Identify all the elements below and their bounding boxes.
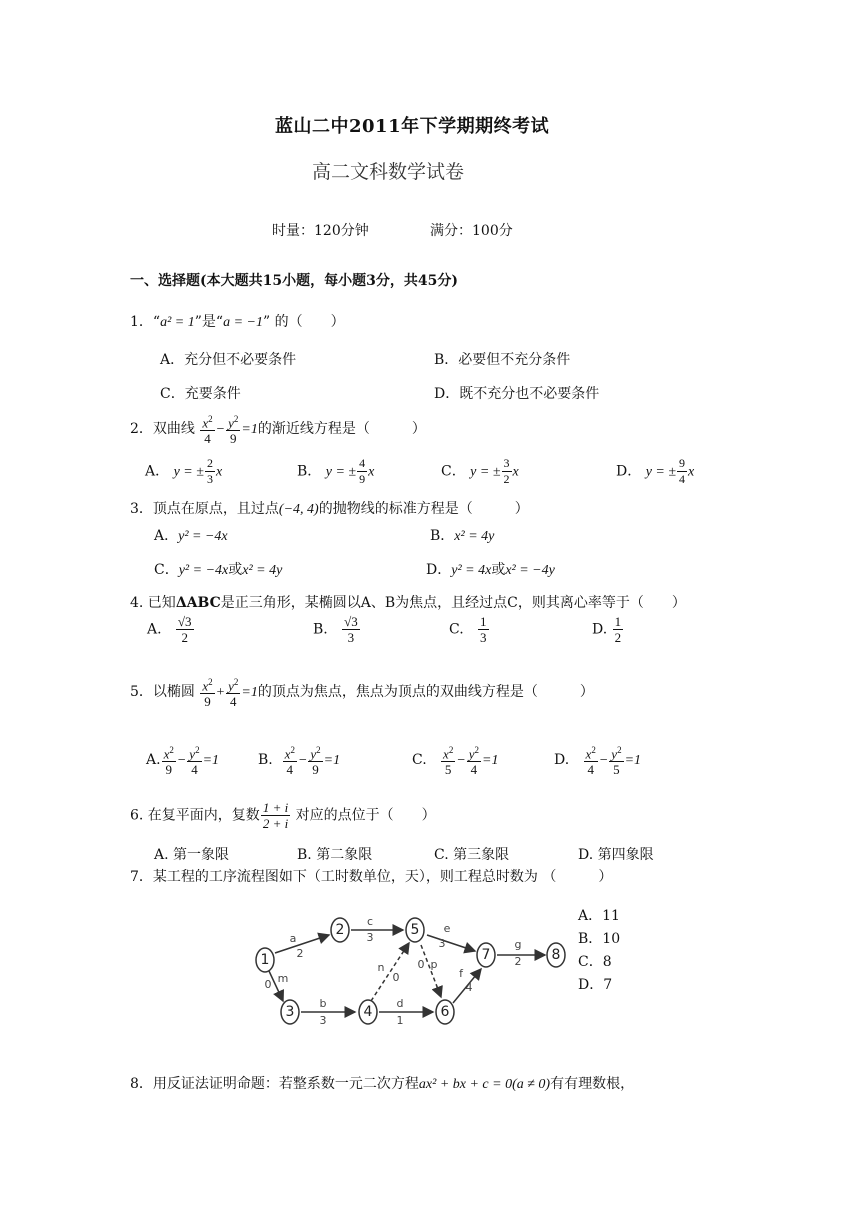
q2-option-b[interactable]: B． y = ± $\frac{4}{9}$ x (297, 456, 375, 486)
q6-prefix: 6. 在复平面内，复数 (130, 807, 260, 824)
q2-option-a[interactable]: A． y = ± $\frac{2}{3}$ x (145, 456, 223, 486)
q2-c-num: 3 (503, 456, 510, 470)
q5-option-c[interactable]: C. $\frac{x^2}{5}$ − $\frac{y^2}{4}$ =1 (412, 745, 499, 778)
q1-cond2: a = −1 (223, 315, 263, 330)
q2-option-c[interactable]: C． y = ± $\frac{3}{2}$ x (441, 456, 519, 486)
q3-c-label: C． (154, 562, 179, 578)
q2-suffix: 的渐近线方程是（ ） (257, 421, 426, 438)
q6-option-c[interactable]: C. 第三象限 (434, 847, 510, 863)
q4-b-label: B. (313, 621, 328, 638)
q1-option-c[interactable]: C．充要条件 (160, 386, 241, 402)
q4-d-num: 1 (614, 614, 622, 629)
question-4-stem (130, 592, 686, 612)
q2-a-num: 2 (206, 456, 213, 470)
q2-hyperbola-term-y: $\frac{y^2}{9}$ (228, 414, 239, 447)
process-flow-diagram (245, 905, 575, 1035)
question-7-stem: 7．某工程的工序流程图如下（工时数单位，天），则工程总时数为 （ ） (130, 869, 613, 885)
q3-suffix: 的抛物线的标准方程是（ ） (318, 501, 529, 517)
question-1-stem (130, 311, 345, 331)
q2-prefix: 2．双曲线 (130, 421, 195, 438)
q7-option-d[interactable]: D．7 (578, 977, 613, 993)
q5-b-denom-y: 9 (312, 762, 319, 778)
q5-a-denom-y: 4 (191, 762, 198, 778)
q2-a-den: 3 (206, 472, 213, 486)
q1-cond1: a² = 1 (160, 315, 195, 330)
q4-a-num: √3 (177, 614, 192, 629)
q1-suffix: ” 的（ ） (262, 314, 345, 330)
q5-ellipse-term-y: $\frac{y^2}{4}$ (228, 677, 239, 710)
q3-a-label: A． (154, 528, 179, 544)
q3-option-d[interactable] (426, 559, 555, 579)
q1-option-d[interactable]: D．既不充分也不必要条件 (434, 386, 600, 402)
edge-d-time: 1 (396, 1014, 404, 1027)
node-3-label: 3 (285, 1004, 295, 1020)
q5-option-a[interactable]: A. $\frac{x^2}{9}$ − $\frac{y^2}{4}$ =1 (146, 745, 220, 778)
q3-c-eq1: y² = −4x (178, 563, 229, 578)
q3-d-eq1: y² = 4x (451, 563, 492, 578)
q5-b-label: B. (258, 752, 273, 769)
q5-option-b[interactable]: B. $\frac{x^2}{4}$ − $\frac{y^2}{9}$ =1 (258, 745, 341, 778)
q5-d-denom-y: 5 (613, 762, 620, 778)
q6-option-a[interactable]: A. 第一象限 (154, 847, 230, 863)
node-8-label: 8 (551, 947, 561, 963)
q1-mid: ”是“ (194, 314, 224, 330)
q3-option-a[interactable] (154, 525, 228, 545)
q2-option-d[interactable]: D． y = ± $\frac{9}{4}$ x (616, 456, 695, 486)
q8-equation: ax² + bx + c = 0(a ≠ 0) (418, 1077, 551, 1092)
q4-triangle: ΔABC (175, 595, 221, 611)
q2-c-label: C． (441, 463, 466, 480)
q4-b-num: √3 (344, 614, 358, 629)
q4-option-b[interactable] (313, 614, 361, 645)
q1-option-b[interactable]: B．必要但不充分条件 (434, 352, 571, 368)
q5-a-denom-x: 9 (165, 762, 172, 778)
score-label: 满分：100分 (430, 223, 513, 239)
edge-a-time: 2 (296, 947, 304, 960)
q6-denominator: 2 + i (262, 816, 289, 831)
q3-a-eq: y² = −4x (178, 529, 228, 544)
q8-suffix: 有有理数根， (550, 1076, 635, 1092)
edge-5-6-dashed (421, 945, 441, 997)
q7-option-c[interactable]: C．8 (578, 954, 612, 970)
q5-c-label: C. (412, 752, 427, 769)
node-5-label: 5 (410, 922, 420, 938)
q5-c-denom-x: 5 (444, 762, 452, 778)
q3-d-eq2: x² = −4y (505, 563, 555, 578)
edge-m-time: 0 (264, 978, 272, 991)
section-heading: 一、选择题(本大题共15小题，每小题3分，共45分) (130, 273, 458, 289)
question-6-stem (130, 800, 436, 831)
q2-b-label: B． (297, 463, 322, 480)
q6-suffix: 对应的点位于（ ） (295, 807, 436, 824)
q7-option-a[interactable]: A．11 (578, 908, 620, 924)
edge-f-time: 4 (465, 981, 473, 994)
q3-b-eq: x² = 4y (454, 529, 495, 544)
q1-prefix: 1．“ (130, 314, 161, 330)
q4-option-a[interactable] (147, 614, 195, 645)
exam-title: 蓝山二中2011年下学期期终考试 (275, 116, 550, 137)
q6-numerator: 1 + i (262, 800, 289, 815)
edge-n-name: n (377, 961, 385, 974)
q4-b-den: 3 (347, 630, 355, 645)
q2-d-label: D． (616, 463, 642, 480)
edge-g-name: g (514, 938, 522, 951)
q3-c-eq2: x² = 4y (242, 563, 283, 578)
node-4-label: 4 (363, 1004, 373, 1020)
q4-suffix: 是正三角形，某椭圆以A、B为焦点，且经过点C，则其离心率等于（ ） (220, 595, 686, 611)
q6-option-b[interactable]: B. 第二象限 (297, 847, 373, 863)
question-8-stem (130, 1073, 634, 1093)
edge-c-name: c (366, 915, 374, 928)
q3-option-c[interactable] (154, 559, 282, 579)
q4-option-c[interactable] (449, 614, 490, 645)
time-label: 时量：120分钟 (272, 223, 369, 239)
edge-c-time: 3 (366, 931, 374, 944)
q5-suffix: 的顶点为焦点，焦点为顶点的双曲线方程是（ ） (257, 684, 594, 701)
q4-c-den: 3 (480, 630, 487, 645)
q3-d-or: 或 (491, 562, 506, 578)
edge-e-time: 3 (438, 937, 446, 950)
q6-option-d[interactable]: D. 第四象限 (578, 847, 654, 863)
q3-c-or: 或 (228, 562, 243, 578)
q4-c-label: C. (449, 621, 464, 638)
q4-option-d[interactable] (592, 614, 624, 645)
edge-p-name: p (430, 958, 438, 971)
node-7-label: 7 (481, 947, 491, 963)
q5-d-denom-x: 4 (587, 762, 594, 778)
q2-c-den: 2 (503, 472, 510, 486)
q3-point: (−4, 4) (278, 502, 319, 517)
question-3-stem (130, 498, 529, 518)
edge-d-name: d (396, 997, 404, 1010)
edge-b-time: 3 (319, 1014, 327, 1027)
edge-g-time: 2 (514, 955, 522, 968)
edge-p-time: 0 (417, 958, 425, 971)
q5-c-denom-y: 4 (470, 762, 478, 778)
q8-prefix: 8．用反证法证明命题：若整系数一元二次方程 (130, 1076, 419, 1092)
q3-prefix: 3．顶点在原点，且过点 (130, 501, 279, 517)
q3-d-label: D． (426, 562, 452, 578)
q4-d-label: D. (592, 621, 608, 638)
q7-option-b[interactable]: B．10 (578, 931, 621, 947)
q5-a-label: A. (146, 752, 161, 769)
node-1-label: 1 (260, 952, 270, 968)
q4-d-den: 2 (614, 630, 622, 645)
q5-b-denom-x: 4 (286, 762, 294, 778)
edge-a-name: a (289, 932, 297, 945)
q2-d-num: 9 (679, 456, 686, 470)
q3-b-label: B． (430, 528, 455, 544)
node-2-label: 2 (335, 922, 345, 938)
q4-c-num: 1 (480, 614, 487, 629)
edge-m-name: m (277, 972, 289, 985)
q2-b-num: 4 (359, 456, 366, 470)
edge-n-time: 0 (392, 971, 400, 984)
node-6-label: 6 (440, 1004, 450, 1020)
edge-e-name: e (443, 922, 451, 935)
q2-hyperbola-term-x: $\frac{x^2}{4}$ (202, 414, 213, 447)
q5-option-d[interactable]: D. $\frac{x^2}{4}$ − $\frac{y^2}{5}$ =1 (554, 745, 642, 778)
q1-option-a[interactable]: A．充分但不必要条件 (160, 352, 297, 368)
edge-f-name: f (459, 967, 463, 980)
q4-a-den: 2 (181, 630, 188, 645)
question-2-stem: 2．双曲线 $\frac{x^2}{4}$ − $\frac{y^2}{9}$ =1的渐近线方程是（ ） (130, 414, 426, 447)
exam-subtitle: 高二文科数学试卷 (312, 161, 465, 183)
q2-a-label: A． (145, 463, 170, 480)
q2-d-den: 4 (679, 472, 686, 486)
q3-option-b[interactable] (430, 525, 494, 545)
q5-d-label: D. (554, 752, 570, 769)
q5-prefix: 5．以椭圆 (130, 684, 195, 701)
q4-a-label: A. (147, 621, 162, 638)
q5-ellipse-term-x: $\frac{x^2}{9}$ (202, 677, 213, 710)
edge-b-name: b (319, 997, 327, 1010)
question-5-stem: 5．以椭圆 $\frac{x^2}{9}$ + $\frac{y^2}{4}$ =1的顶点为焦点，焦点为顶点的双曲线方程是（ ） (130, 677, 594, 710)
q4-prefix: 4. 已知 (130, 595, 176, 611)
q2-b-den: 9 (359, 472, 366, 486)
edge-5-7 (427, 935, 475, 951)
